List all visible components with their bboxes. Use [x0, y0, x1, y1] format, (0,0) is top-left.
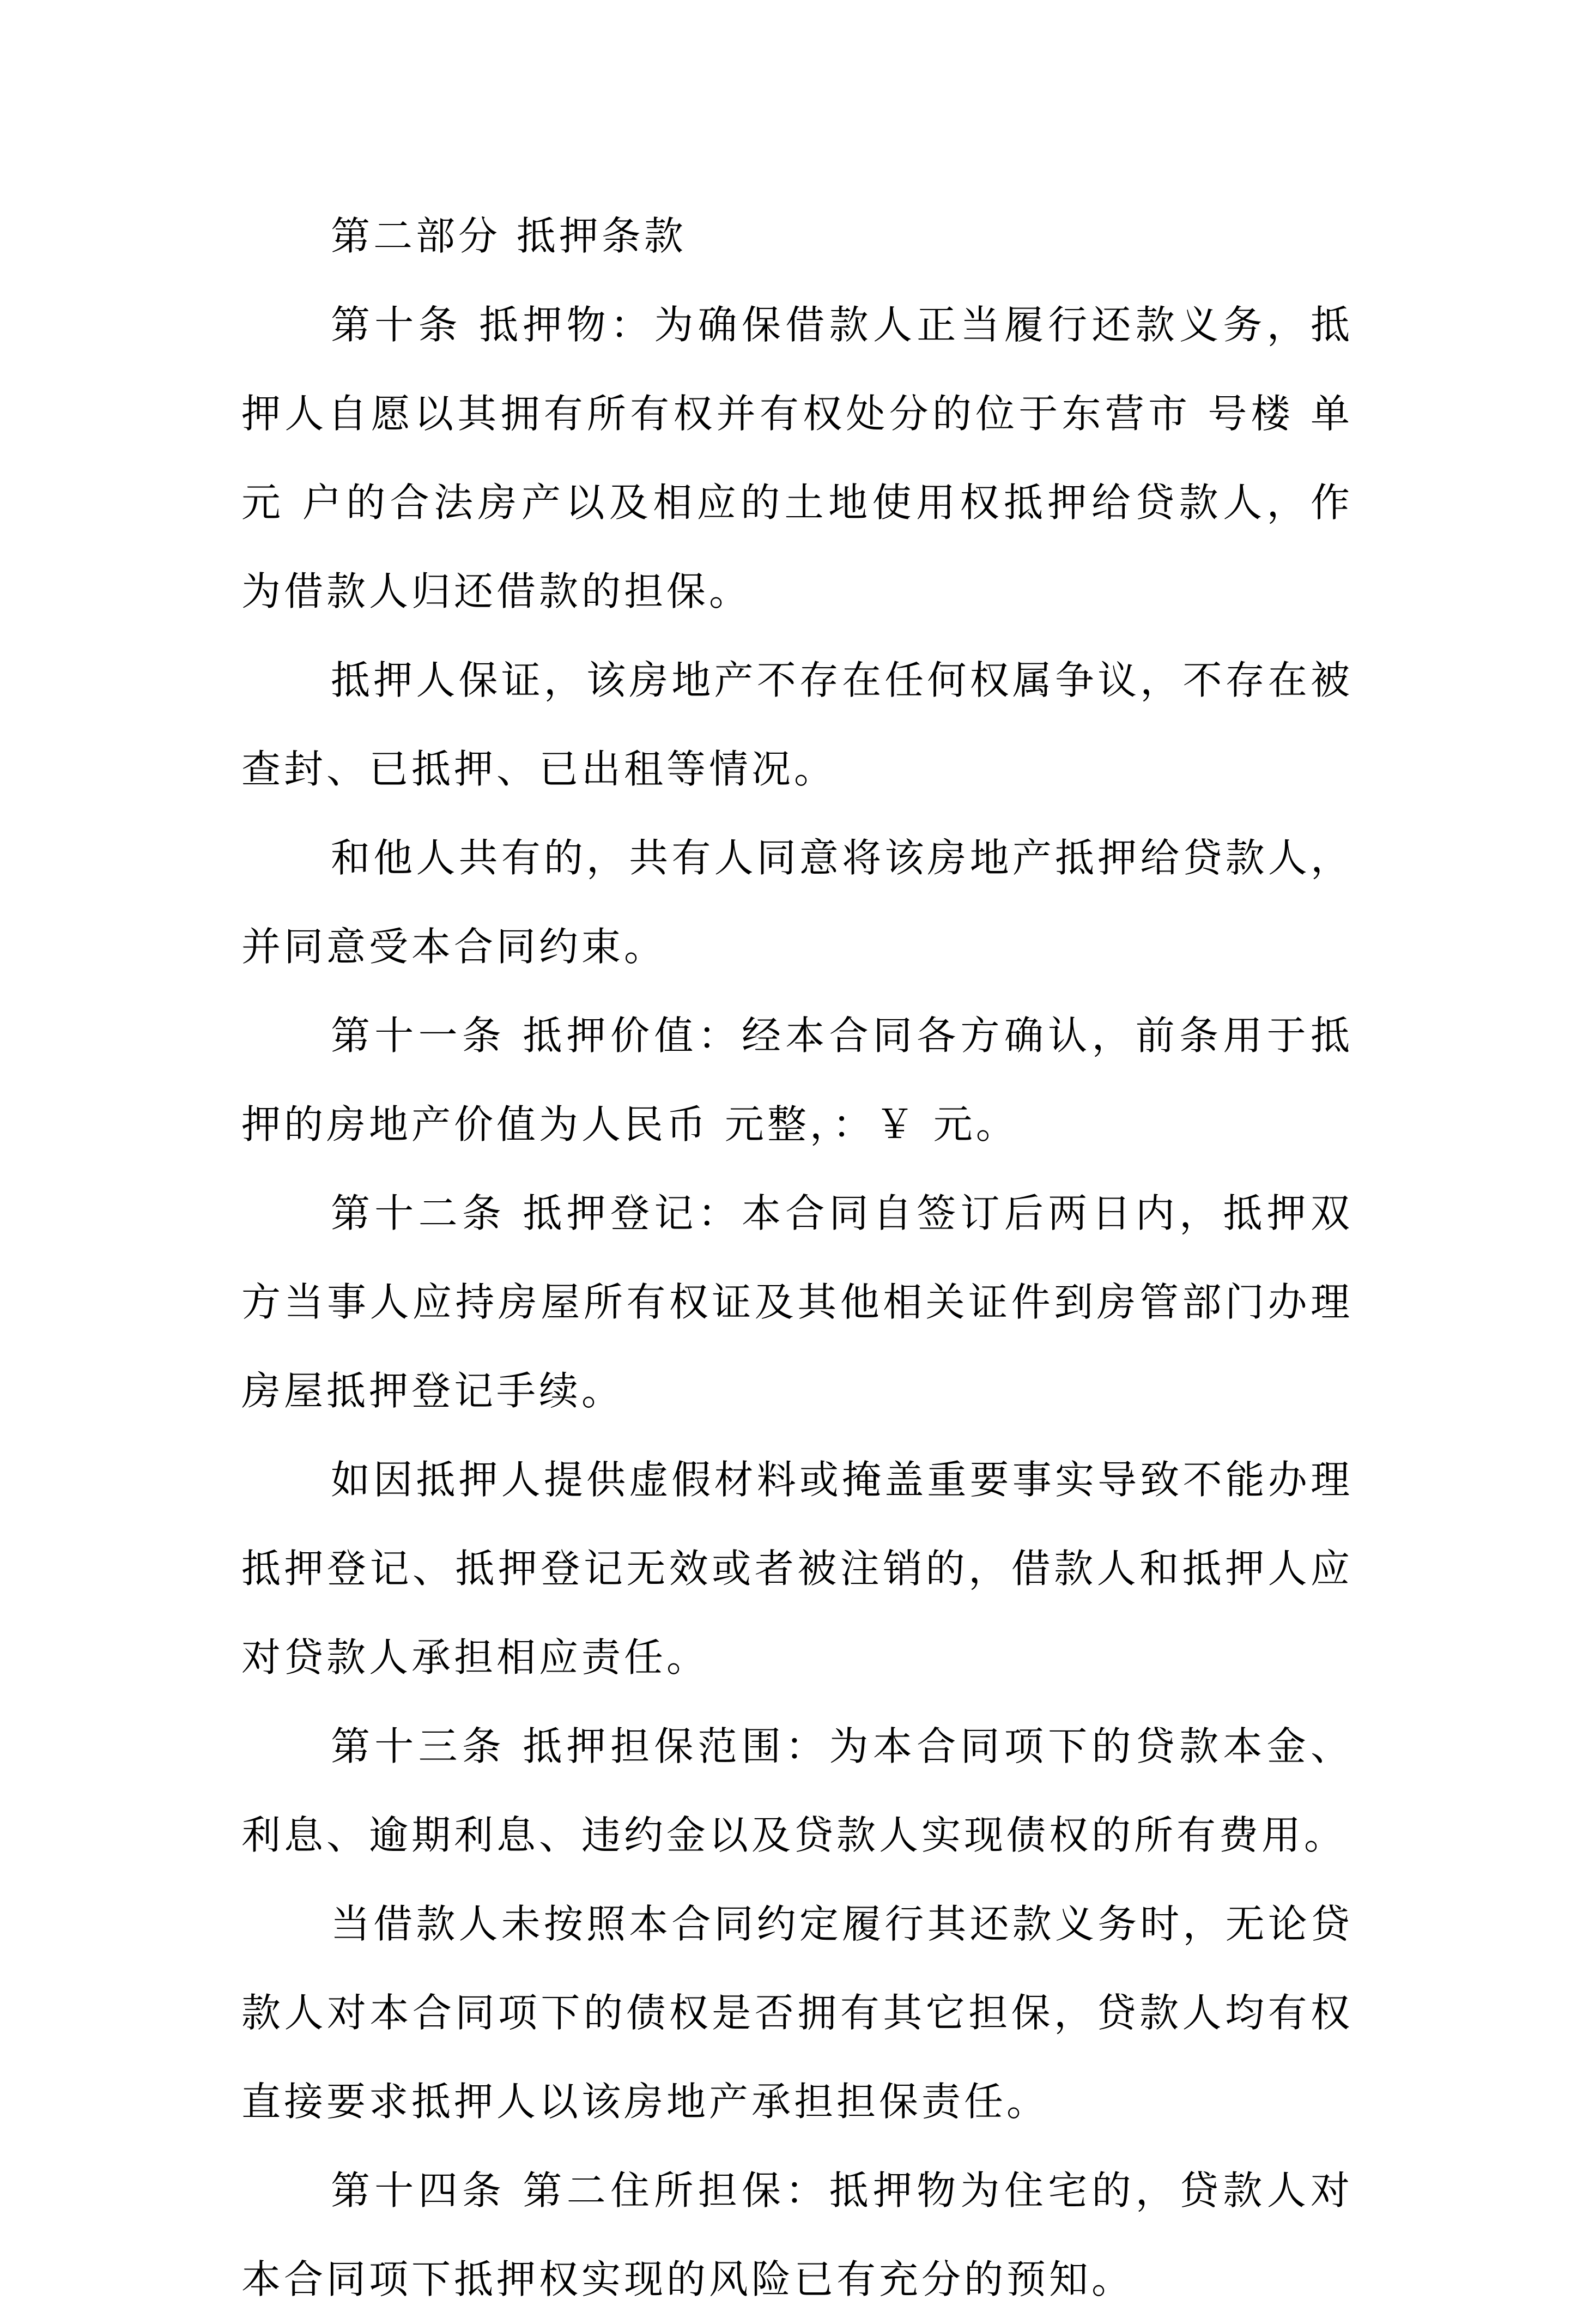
co-owner-consent-paragraph: 和他人共有的，共有人同意将该房地产抵押给贷款人，并同意受本合同约束。 [241, 835, 1353, 970]
article-14-paragraph: 第十四条 第二住所担保：抵押物为住宅的，贷款人对本合同项下抵押权实现的风险已有充分的预知。 [241, 2168, 1353, 2302]
article-12-paragraph: 第十二条 抵押登记：本合同自签订后两日内，抵押双方当事人应持房屋所有权证及其他相关证件到房管部门办理房屋抵押登记手续。 [241, 1190, 1353, 1414]
article-11-paragraph: 第十一条 抵押价值：经本合同各方确认，前条用于抵押的房地产价值为人民币 元整，：￥ 元。 [241, 1013, 1353, 1147]
registration-liability-paragraph: 如因抵押人提供虚假材料或掩盖重要事实导致不能办理抵押登记、抵押登记无效或者被注销的，借款人和抵押人应对贷款人承担相应责任。 [241, 1457, 1353, 1680]
document-body [241, 192, 1353, 2324]
article-13-paragraph: 第十三条 抵押担保范围：为本合同项下的贷款本金、利息、逾期利息、违约金以及贷款人实现债权的所有费用。 [241, 1723, 1353, 1858]
section-heading: 第二部分 抵押条款 [331, 213, 687, 259]
article-10-paragraph: 第十条 抵押物：为确保借款人正当履行还款义务，抵押人自愿以其拥有所有权并有权处分的位于东营市 号楼 单元 户的合法房产以及相应的土地使用权抵押给贷款人，作为借款人归还借款的担保。 [241, 302, 1353, 614]
mortgagor-guarantee-paragraph: 抵押人保证，该房地产不存在任何权属争议，不存在被查封、已抵押、已出租等情况。 [241, 657, 1353, 792]
guarantee-enforcement-paragraph: 当借款人未按照本合同约定履行其还款义务时，无论贷款人对本合同项下的债权是否拥有其它担保，贷款人均有权直接要求抵押人以该房地产承担担保责任。 [241, 1901, 1353, 2125]
